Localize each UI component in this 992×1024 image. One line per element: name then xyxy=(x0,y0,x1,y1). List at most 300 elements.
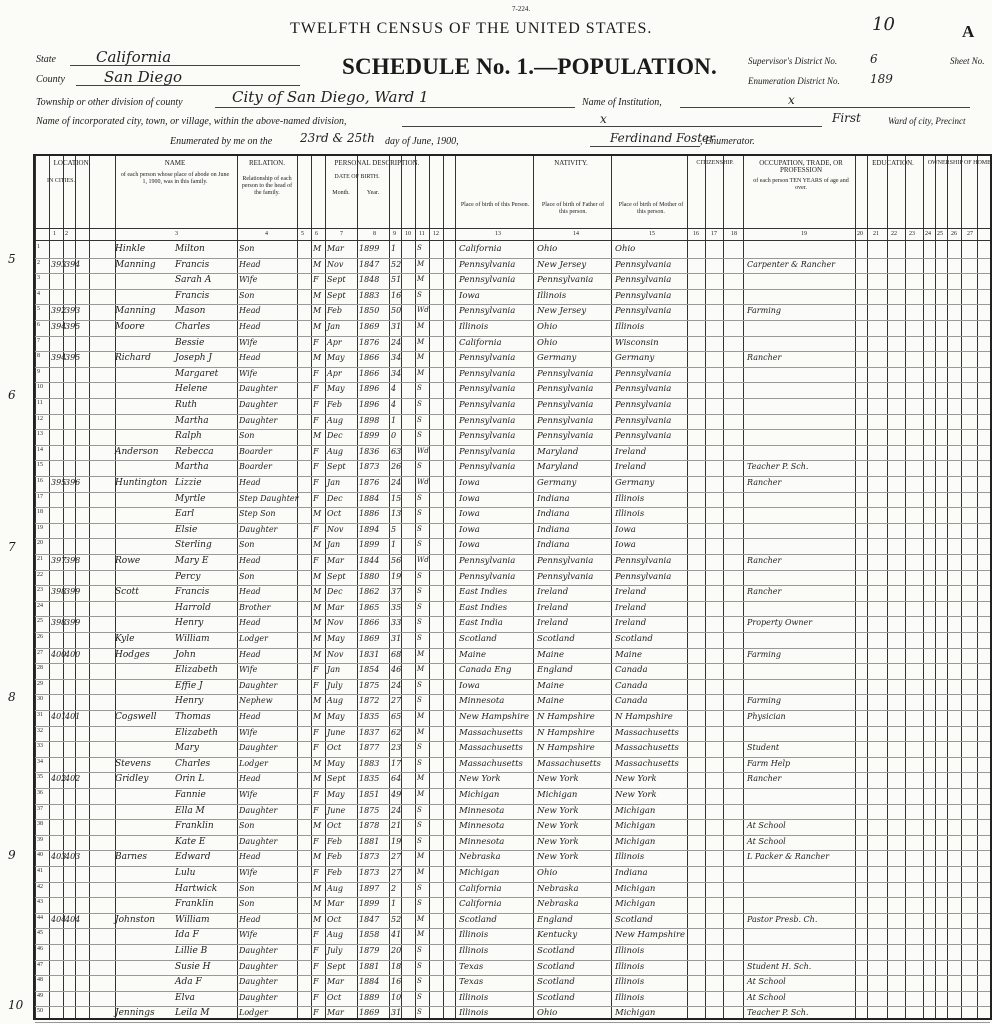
cell-age: 21 xyxy=(391,821,402,831)
hdr-name: NAME xyxy=(164,159,186,167)
cell-ms: M xyxy=(417,914,425,923)
cell-given: Ida F xyxy=(175,930,199,941)
cell-sex: M xyxy=(313,571,322,581)
hdr-location: LOCATION. xyxy=(53,159,91,167)
cell-n: 36 xyxy=(37,790,43,796)
cell-pobf: Pennsylvania xyxy=(537,556,594,566)
cell-pob: Scotland xyxy=(459,634,497,644)
cell-pobf: England xyxy=(537,914,573,925)
cell-pobf: Maryland xyxy=(537,446,579,457)
cell-occ: Student H. Sch. xyxy=(747,961,812,971)
cell-pobf: England xyxy=(537,665,573,676)
cell-pobf: Kentucky xyxy=(537,930,578,941)
cell-month: Oct xyxy=(327,914,342,924)
cell-pobf: New Jersey xyxy=(537,306,587,317)
cell-sex: M xyxy=(313,244,322,253)
cell-month: Feb xyxy=(327,852,342,862)
cell-n: 13 xyxy=(37,431,43,438)
cell-month: Oct xyxy=(327,821,342,831)
margin-mark: 5 xyxy=(8,252,16,266)
cell-n: 42 xyxy=(37,883,43,890)
cell-pobm: Pennsylvania xyxy=(615,368,672,379)
cell-ms: S xyxy=(417,602,422,611)
cell-surname: Hinkle xyxy=(115,244,146,254)
column-number: 4 xyxy=(265,231,268,237)
hdr-citizenship: CITIZENSHIP. xyxy=(696,160,734,166)
cell-given: Ralph xyxy=(175,431,202,442)
cell-pobf: Maryland xyxy=(537,462,579,473)
cell-occ: At School xyxy=(747,836,786,846)
cell-ms: Wd xyxy=(417,556,429,564)
cell-given: Lulu xyxy=(175,868,196,878)
cell-given: Kate E xyxy=(175,836,206,847)
cell-fam: 395 xyxy=(65,322,81,331)
cell-sex: F xyxy=(313,727,319,737)
cell-month: Aug xyxy=(327,446,344,456)
cell-rel: Wife xyxy=(239,275,258,285)
population-table xyxy=(33,154,992,1020)
cell-pob: Pennsylvania xyxy=(459,556,516,566)
cell-sex: M xyxy=(313,634,322,643)
cell-ms: S xyxy=(417,758,422,767)
cell-rel: Head xyxy=(239,353,261,363)
cell-n: 1 xyxy=(37,244,40,250)
cell-pobf: Pennsylvania xyxy=(537,571,594,582)
cell-n: 39 xyxy=(37,836,43,843)
hdr-pob-person: Place of birth of this Person. xyxy=(460,202,530,208)
cell-ms: M xyxy=(417,368,425,377)
column-number: 19 xyxy=(801,231,807,237)
cell-house: 398 xyxy=(51,618,67,628)
cell-given: Charles xyxy=(175,758,211,769)
cell-sex: M xyxy=(313,649,322,659)
cell-rel: Head xyxy=(239,774,261,784)
hdr-in-cities: IN CITIES. xyxy=(47,178,75,184)
cell-ms: S xyxy=(417,587,422,596)
cell-ms: S xyxy=(417,244,422,252)
cell-pob: Illinois xyxy=(459,322,489,332)
cell-pobf: Nebraska xyxy=(537,883,579,894)
cell-sex: F xyxy=(313,337,319,347)
township-label: Township or other division of county xyxy=(36,97,183,108)
cell-year: 1831 xyxy=(359,649,380,659)
cell-sex: M xyxy=(313,587,322,597)
cell-pobm: Ireland xyxy=(615,602,647,613)
cell-rel: Wife xyxy=(239,368,258,378)
cell-pobf: Indiana xyxy=(537,540,570,551)
cell-year: 1862 xyxy=(359,587,380,597)
cell-rel: Wife xyxy=(239,665,258,675)
cell-given: Sterling xyxy=(175,540,212,551)
cell-month: July xyxy=(327,946,343,955)
cell-year: 1898 xyxy=(359,415,380,425)
cell-pobm: Pennsylvania xyxy=(615,290,672,301)
cell-year: 1875 xyxy=(359,805,380,815)
cell-year: 1899 xyxy=(359,540,380,550)
cell-pob: Pennsylvania xyxy=(459,400,516,410)
cell-fam: 403 xyxy=(65,852,81,862)
cell-pob: Illinois xyxy=(459,930,489,941)
cell-age: 20 xyxy=(391,946,402,955)
cell-year: 1881 xyxy=(359,961,380,971)
cell-given: William xyxy=(175,634,210,644)
cell-rel: Head xyxy=(239,259,261,269)
cell-pob: Massachusetts xyxy=(459,743,523,754)
margin-mark: 7 xyxy=(8,540,16,554)
cell-given: Joseph J xyxy=(175,353,212,364)
cell-sex: F xyxy=(313,680,319,690)
cell-year: 1896 xyxy=(359,400,380,409)
cell-ms: S xyxy=(417,977,422,986)
cell-pob: Pennsylvania xyxy=(459,571,516,582)
cell-rel: Daughter xyxy=(239,836,278,846)
page-number: 10 xyxy=(872,14,895,35)
cell-pobf: Maine xyxy=(537,649,564,660)
cell-month: May xyxy=(327,758,345,768)
cell-n: 49 xyxy=(37,992,43,999)
cell-month: Feb xyxy=(327,400,342,409)
cell-sex: F xyxy=(313,478,319,487)
margin-mark: 9 xyxy=(8,848,16,862)
column-number: 25 xyxy=(937,231,943,237)
cell-age: 1 xyxy=(391,899,397,909)
cell-year: 1858 xyxy=(359,930,380,940)
cell-age: 2 xyxy=(391,883,397,893)
cell-age: 27 xyxy=(391,852,402,862)
cell-n: 33 xyxy=(37,743,43,750)
cell-pobm: Illinois xyxy=(615,509,645,520)
cell-month: Mar xyxy=(327,602,344,612)
cell-age: 33 xyxy=(391,618,402,628)
cell-pob: Iowa xyxy=(459,478,480,488)
cell-pobm: Michigan xyxy=(615,899,656,910)
cell-given: Milton xyxy=(175,244,205,254)
cell-sex: M xyxy=(313,290,322,300)
cell-sex: F xyxy=(313,665,319,675)
cell-ms: M xyxy=(417,322,425,330)
cell-sex: F xyxy=(313,790,319,799)
cell-n: 43 xyxy=(37,899,43,906)
cell-ms: M xyxy=(417,790,425,798)
cell-ms: M xyxy=(417,930,425,939)
cell-pob: Iowa xyxy=(459,524,480,535)
cell-age: 0 xyxy=(391,431,397,441)
cell-ms: Wd xyxy=(417,306,429,315)
cell-ms: S xyxy=(417,571,422,580)
cell-surname: Hodges xyxy=(115,649,150,660)
cell-rel: Head xyxy=(239,618,261,628)
cell-occ: Teacher P. Sch. xyxy=(747,462,809,472)
cell-pobm: Canada xyxy=(615,680,648,691)
cell-sex: M xyxy=(313,899,322,909)
cell-pobm: Pennsylvania xyxy=(615,431,672,442)
cell-ms: S xyxy=(417,540,422,549)
cell-sex: F xyxy=(313,961,319,971)
cell-sex: M xyxy=(313,306,322,316)
cell-pobm: Michigan xyxy=(615,821,656,832)
cell-pob: Nebraska xyxy=(459,852,501,863)
cell-given: Susie H xyxy=(175,961,211,972)
cell-pobm: Michigan xyxy=(615,836,656,847)
cell-rel: Head xyxy=(239,587,261,597)
cell-surname: Moore xyxy=(115,322,145,332)
cell-ms: S xyxy=(417,821,422,830)
cell-pob: Pennsylvania xyxy=(459,415,516,426)
cell-sex: F xyxy=(313,493,319,503)
cell-month: Oct xyxy=(327,992,342,1002)
cell-year: 1875 xyxy=(359,680,380,690)
cell-pob: New York xyxy=(459,774,501,785)
cell-house: 393 xyxy=(51,259,67,269)
cell-age: 24 xyxy=(391,680,402,690)
cell-pobm: Pennsylvania xyxy=(615,306,672,317)
township-value: City of San Diego, Ward 1 xyxy=(232,88,429,106)
cell-rel: Son xyxy=(239,431,255,441)
cell-surname: Stevens xyxy=(115,758,151,769)
column-number: 8 xyxy=(373,231,376,237)
cell-age: 49 xyxy=(391,790,402,799)
cell-house: 392 xyxy=(51,306,67,316)
cell-age: 35 xyxy=(391,602,402,612)
cell-surname: Barnes xyxy=(115,852,148,863)
cell-pobf: Illinois xyxy=(537,290,567,301)
enumerator-name: Ferdinand Foster xyxy=(610,131,715,145)
cell-n: 21 xyxy=(37,556,43,562)
cell-pobf: Pennsylvania xyxy=(537,384,594,395)
cell-n: 29 xyxy=(37,680,43,687)
cell-pobf: Indiana xyxy=(537,509,570,520)
cell-month: May xyxy=(327,353,345,363)
cell-house: 397 xyxy=(51,556,67,565)
cell-year: 1873 xyxy=(359,868,380,877)
hdr-occupation-sub: of each person TEN YEARS of age and over. xyxy=(753,178,849,191)
cell-pobm: Pennsylvania xyxy=(615,556,672,566)
cell-ms: S xyxy=(417,384,422,393)
cell-n: 6 xyxy=(37,322,40,328)
cell-year: 1869 xyxy=(359,634,380,643)
cell-pobm: Pennsylvania xyxy=(615,400,672,410)
cell-sex: F xyxy=(313,946,319,955)
cell-given: Edward xyxy=(175,852,211,863)
cell-month: June xyxy=(327,727,346,737)
column-number: 7 xyxy=(340,231,343,237)
cell-pobm: Illinois xyxy=(615,493,645,504)
cell-age: 26 xyxy=(391,462,402,472)
cell-pobm: Pennsylvania xyxy=(615,571,672,582)
form-code: 7-224. xyxy=(512,5,531,13)
cell-n: 2 xyxy=(37,259,40,266)
cell-month: Dec xyxy=(327,587,343,597)
cell-ms: M xyxy=(417,353,425,362)
hdr-relation: RELATION. xyxy=(249,159,285,167)
cell-sex: F xyxy=(313,1008,319,1018)
cell-n: 10 xyxy=(37,384,43,391)
cell-pobm: Illinois xyxy=(615,852,645,863)
column-number: 11 xyxy=(419,231,425,237)
cell-rel: Wife xyxy=(239,337,258,347)
cell-given: Percy xyxy=(175,571,201,582)
cell-occ: Teacher P. Sch. xyxy=(747,1008,809,1018)
cell-pobf: Pennsylvania xyxy=(537,431,594,442)
cell-given: Elsie xyxy=(175,524,198,535)
cell-fam: 395 xyxy=(65,353,81,363)
cell-age: 24 xyxy=(391,337,402,347)
cell-month: Nov xyxy=(327,524,344,534)
cell-month: Sept xyxy=(327,571,346,581)
cell-age: 34 xyxy=(391,368,402,378)
cell-month: Aug xyxy=(327,415,344,425)
cell-age: 4 xyxy=(391,384,397,394)
cell-month: Jan xyxy=(327,540,341,550)
cell-ms: M xyxy=(417,665,425,674)
cell-given: Mary E xyxy=(175,556,209,566)
ward-value: First xyxy=(832,111,861,125)
cell-n: 5 xyxy=(37,306,40,313)
cell-pobf: Ohio xyxy=(537,868,558,878)
cell-pobm: Ireland xyxy=(615,618,647,629)
cell-year: 1883 xyxy=(359,758,380,768)
cell-year: 1876 xyxy=(359,478,380,487)
cell-pobm: Massachusetts xyxy=(615,758,679,769)
cell-ms: M xyxy=(417,712,425,720)
cell-pobm: Michigan xyxy=(615,805,656,816)
cell-sex: F xyxy=(313,462,319,472)
column-number: 3 xyxy=(175,231,178,237)
cell-rel: Nephew xyxy=(239,696,273,706)
cell-fam: 394 xyxy=(65,259,81,269)
cell-ms: M xyxy=(417,259,425,268)
cell-month: Sept xyxy=(327,462,346,472)
cell-rel: Wife xyxy=(239,930,258,940)
cell-pobf: Scotland xyxy=(537,977,575,988)
cell-year: 1872 xyxy=(359,696,380,706)
cell-pobm: Massachusetts xyxy=(615,743,679,754)
cell-pob: East India xyxy=(459,618,503,629)
cell-pobm: Illinois xyxy=(615,322,645,332)
cell-pob: Michigan xyxy=(459,868,500,878)
cell-pobm: Illinois xyxy=(615,946,645,956)
cell-month: May xyxy=(327,790,345,799)
cell-age: 31 xyxy=(391,634,402,643)
cell-age: 63 xyxy=(391,446,402,456)
cell-pobm: Michigan xyxy=(615,883,656,894)
cell-age: 1 xyxy=(391,244,397,253)
incorporated-label: Name of incorporated city, town, or village, within the above-named division, xyxy=(36,116,347,127)
cell-year: 1848 xyxy=(359,275,380,285)
cell-sex: M xyxy=(313,852,322,862)
hdr-personal: PERSONAL DESCRIPTION. xyxy=(334,159,420,167)
cell-n: 45 xyxy=(37,930,43,937)
column-number: 14 xyxy=(573,231,579,237)
hdr-nativity: NATIVITY. xyxy=(554,159,588,167)
cell-occ: Rancher xyxy=(747,478,782,487)
column-number: 2 xyxy=(65,231,68,237)
cell-pobm: Illinois xyxy=(615,992,645,1003)
cell-pobf: Michigan xyxy=(537,790,578,800)
cell-pob: Illinois xyxy=(459,992,489,1003)
cell-surname: Rowe xyxy=(115,556,141,566)
cell-pobm: Canada xyxy=(615,696,648,707)
cell-ms: M xyxy=(417,852,425,861)
cell-fam: 398 xyxy=(65,556,81,565)
cell-month: Nov xyxy=(327,618,344,628)
column-number: 21 xyxy=(873,231,879,237)
cell-pobf: Scotland xyxy=(537,992,575,1003)
cell-pobm: Germany xyxy=(615,353,655,364)
cell-age: 19 xyxy=(391,836,402,846)
cell-n: 20 xyxy=(37,540,43,547)
cell-year: 1869 xyxy=(359,322,380,331)
cell-n: 14 xyxy=(37,446,43,453)
cell-given: Ella M xyxy=(175,805,205,816)
cell-rel: Daughter xyxy=(239,680,278,690)
cell-age: 52 xyxy=(391,914,402,924)
cell-ms: Wd xyxy=(417,478,429,486)
cell-pob: Minnesota xyxy=(459,696,505,707)
cell-year: 1886 xyxy=(359,509,380,519)
cell-rel: Head xyxy=(239,649,261,659)
cell-pobf: Maine xyxy=(537,696,564,707)
cell-fam: 400 xyxy=(65,649,81,659)
cell-sex: M xyxy=(313,431,322,441)
cell-pob: Minnesota xyxy=(459,821,505,832)
cell-pob: Iowa xyxy=(459,493,480,504)
cell-month: Mar xyxy=(327,977,344,987)
cell-ms: S xyxy=(417,836,422,845)
cell-n: 37 xyxy=(37,805,43,812)
cell-occ: At School xyxy=(747,977,786,987)
institution-label: Name of Institution, xyxy=(582,97,662,108)
cell-given: Rebecca xyxy=(175,446,214,457)
cell-fam: 396 xyxy=(65,478,81,487)
cell-month: Jan xyxy=(327,665,341,675)
cell-age: 1 xyxy=(391,415,397,425)
cell-year: 1899 xyxy=(359,244,380,253)
cell-age: 62 xyxy=(391,727,402,737)
cell-month: May xyxy=(327,634,345,643)
cell-month: Feb xyxy=(327,836,342,846)
cell-n: 26 xyxy=(37,634,43,640)
cell-pobf: Ireland xyxy=(537,587,569,598)
margin-mark: 6 xyxy=(8,388,16,402)
cell-age: 17 xyxy=(391,758,402,768)
cell-n: 4 xyxy=(37,290,40,297)
cell-n: 23 xyxy=(37,587,43,594)
cell-ms: S xyxy=(417,400,422,408)
cell-n: 50 xyxy=(37,1008,43,1015)
cell-pobf: Pennsylvania xyxy=(537,415,594,426)
cell-year: 1878 xyxy=(359,821,380,831)
cell-n: 40 xyxy=(37,852,43,859)
census-title: TWELFTH CENSUS OF THE UNITED STATES. xyxy=(290,20,653,37)
cell-age: 51 xyxy=(391,275,402,285)
enumerated-text: Enumerated by me on the xyxy=(170,136,273,147)
cell-pobf: N Hampshire xyxy=(537,712,595,722)
cell-sex: M xyxy=(313,540,322,550)
cell-pobf: New York xyxy=(537,821,579,832)
cell-rel: Daughter xyxy=(239,805,278,815)
cell-occ: Pastor Presb. Ch. xyxy=(747,914,818,924)
cell-month: Mar xyxy=(327,899,344,909)
cell-sex: M xyxy=(313,259,322,269)
cell-rel: Lodger xyxy=(239,1008,268,1018)
cell-house: 401 xyxy=(51,712,67,721)
cell-month: Jan xyxy=(327,322,341,331)
cell-n: 47 xyxy=(37,961,43,968)
cell-pobf: New York xyxy=(537,852,579,863)
cell-sex: F xyxy=(313,446,319,456)
enumerated-days: 23rd & 25th xyxy=(300,131,375,145)
